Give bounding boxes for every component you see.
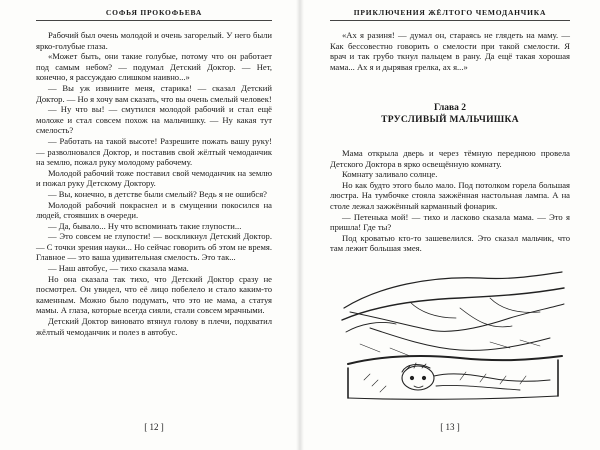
header-rule <box>36 20 272 21</box>
paragraph: «Может быть, они такие голубые, потому что он работает под самым небом? — подумал Детский Доктор. — Нет, конечно, я рассуждаю слишком наивно...» <box>36 51 272 83</box>
paragraph: — Вы уж извините меня, старика! — сказал Детский Доктор. — Но я хочу вам сказать, что вы очень смелый человек! <box>36 82 272 104</box>
right-page <box>300 0 600 450</box>
chapter-heading <box>330 102 570 126</box>
left-page-text <box>36 30 272 337</box>
paragraph: — Работать на такой высоте! Разрешите пожать вашу руку! — разволновался Доктор, и поставив свой жёлтый чемоданчик на землю, пожал руку молодому рабочему. <box>36 135 272 168</box>
paragraph: — Петенька мой! — тихо и ласково сказала мама. — Это я пришла! Где ты? <box>330 211 570 233</box>
chapter-title: ТРУСЛИВЫЙ МАЛЬЧИШКА <box>381 115 519 125</box>
paragraph: Под кроватью кто-то зашевелился. Это сказал мальчик, что там лежит большая змея. <box>330 232 570 254</box>
paragraph: Детский Доктор виновато втянул голову в плечи, подхватил жёлтый чемоданчик и полез в автобус. <box>36 316 272 337</box>
chapter-number: Глава 2 <box>433 103 467 113</box>
paragraph: Молодой рабочий покраснел и в смущении покосился на людей, стоявших в очереди. <box>36 199 272 221</box>
paragraph: Рабочий был очень молодой и очень загорелый. У него были ярко-голубые глаза. <box>36 30 272 51</box>
illustration-boy-under-bed <box>340 268 566 412</box>
paragraph: Молодой рабочий тоже поставил свой чемоданчик на землю и пожал руку Детскому Доктору. <box>36 167 272 189</box>
paragraph: — Вы, конечно, в детстве были смелый? Ведь я не ошибся? <box>48 188 267 199</box>
running-head-title: ПРИКЛЮЧЕНИЯ ЖЁЛТОГО ЧЕМОДАНЧИКА <box>353 8 547 17</box>
paragraph: Но как будто этого было мало. Под потолком горела большая люстра. На тумбочке стояла зажжённая настольная лампа. А на столе лежал зажжённый карманный фонарик. <box>330 179 570 211</box>
paragraph: — Ну что вы! — смутился молодой рабочий и стал ещё моложе и стал совсем похож на мальчишку. — Ну какая тут смелость? <box>36 104 272 136</box>
running-head-author: СОФЬЯ ПРОКОФЬЕВА <box>105 8 203 17</box>
page-number: [ 12 ] <box>144 422 164 432</box>
paragraph: Но она сказала так тихо, что Детский Доктор сразу не посмотрел. Он увидел, что её лицо побелело и стало каким-то каменным. Можно было подумать, что это не мама, а статуя мамы. А глаза, которые всегда сияли, стали совсем мрачными. <box>36 273 272 316</box>
page-number: [ 13 ] <box>440 422 460 432</box>
paragraph: «Ах я разиня! — думал он, стараясь не глядеть на маму. — Как бессовестно говорить о смелости при такой смелости. Я врач и так грубо ткнул пальцем в рану. Да ещё такая хорошая мама... Ах я и дырявая грелка, ах я...» <box>330 30 570 72</box>
right-page-top-text <box>330 30 570 72</box>
paragraph: Комнату заливало солнце. <box>342 169 438 180</box>
paragraph: Мама открыла дверь и через тёмную переднюю провела Детского Доктора в ярко освещённую комнату. <box>330 148 570 169</box>
paragraph: — Наш автобус, — тихо сказала мама. <box>48 263 189 274</box>
paragraph: — Это совсем не глупости! — воскликнул Детский Доктор. — С точки зрения науки... Но сейчас говорить об этом не время. Главное — это ваша удивительная смелость. Это так... <box>36 231 272 263</box>
header-rule <box>330 20 570 21</box>
paragraph: — Да, бывало... Ну что вспоминать такие глупости... <box>48 220 242 231</box>
right-page-text <box>330 148 570 254</box>
